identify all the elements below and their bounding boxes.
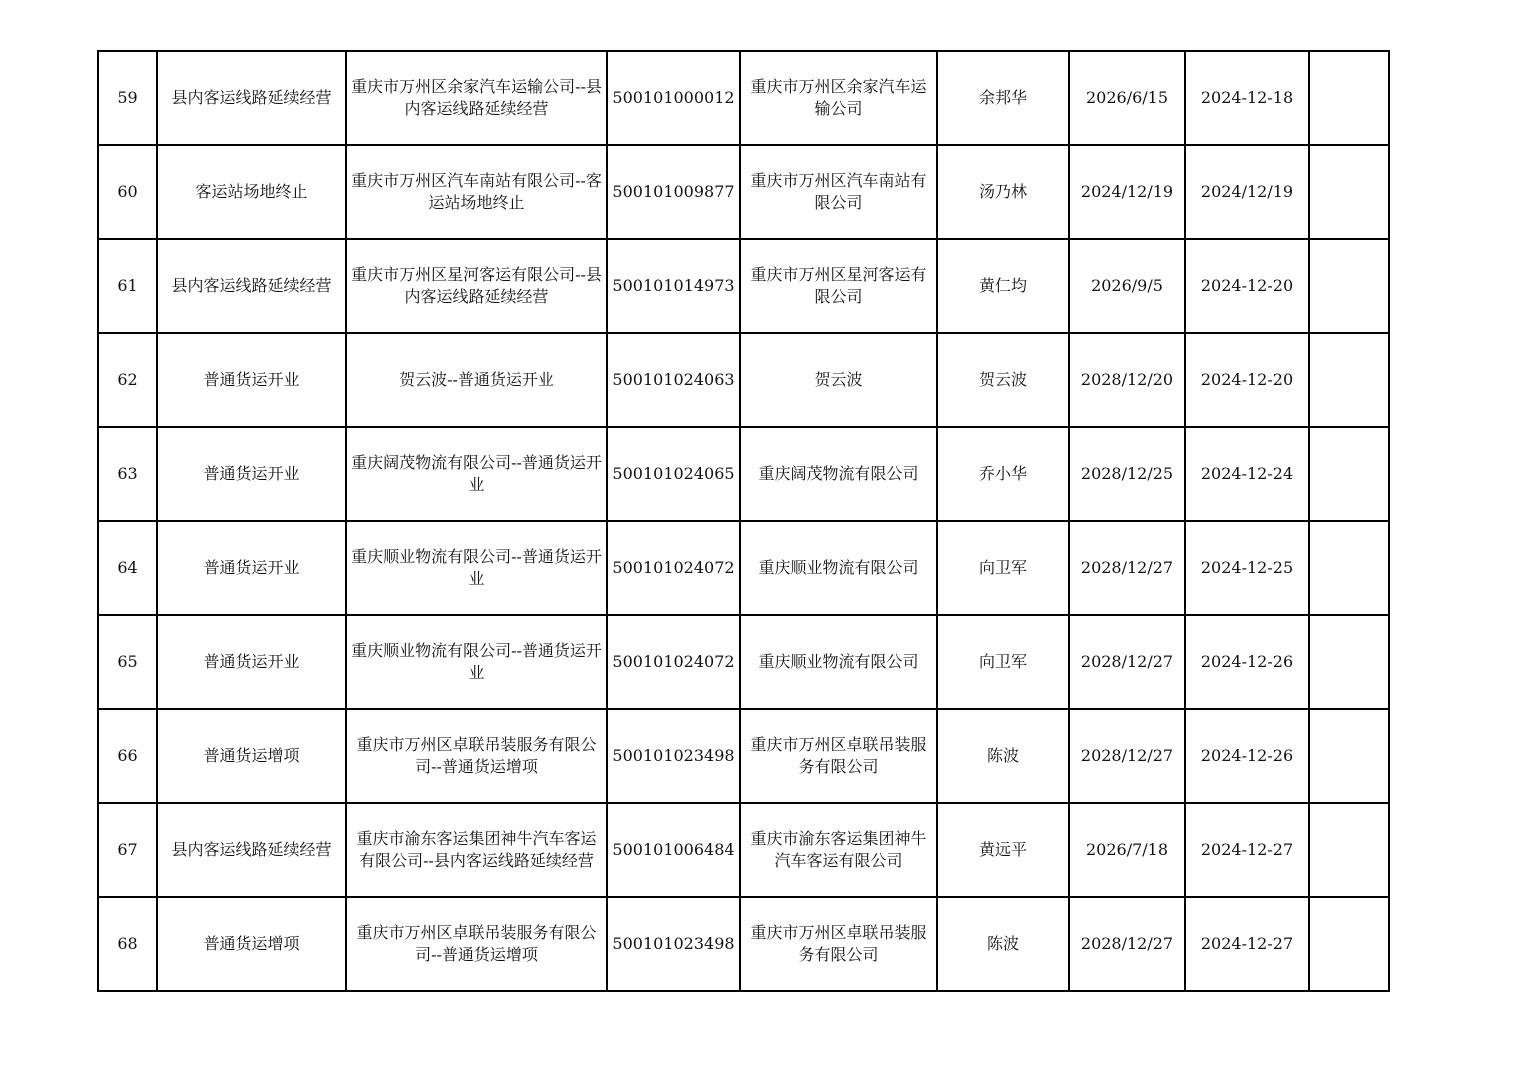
- permit-code-cell: 500101006484: [607, 803, 740, 897]
- remarks-cell: [1309, 239, 1389, 333]
- legal-representative-cell: 乔小华: [937, 427, 1069, 521]
- permit-code-cell: 500101014973: [607, 239, 740, 333]
- row-number-cell: 62: [98, 333, 157, 427]
- permit-name-cell: 重庆市万州区卓联吊装服务有限公司--普通货运增项: [346, 709, 607, 803]
- permit-item-cell: 普通货运开业: [157, 427, 346, 521]
- table-row: [98, 615, 1389, 709]
- permit-name-cell: 重庆市万州区卓联吊装服务有限公司--普通货运增项: [346, 897, 607, 991]
- permit-code-cell: 500101009877: [607, 145, 740, 239]
- table-row: [98, 709, 1389, 803]
- table-row: [98, 51, 1389, 145]
- decision-date-cell: 2024-12-26: [1185, 615, 1309, 709]
- remarks-cell: [1309, 427, 1389, 521]
- remarks-cell: [1309, 615, 1389, 709]
- permit-code-cell: 500101024072: [607, 521, 740, 615]
- licensee-unit-cell: 重庆市万州区余家汽车运输公司: [740, 51, 937, 145]
- row-number-cell: 63: [98, 427, 157, 521]
- valid-until-cell: 2024/12/19: [1069, 145, 1185, 239]
- licensee-unit-cell: 重庆顺业物流有限公司: [740, 615, 937, 709]
- licensee-unit-cell: 重庆阔茂物流有限公司: [740, 427, 937, 521]
- licensee-unit-cell: 重庆市万州区卓联吊装服务有限公司: [740, 709, 937, 803]
- legal-representative-cell: 向卫军: [937, 521, 1069, 615]
- permit-name-cell: 贺云波--普通货运开业: [346, 333, 607, 427]
- valid-until-cell: 2028/12/27: [1069, 615, 1185, 709]
- decision-date-cell: 2024-12-18: [1185, 51, 1309, 145]
- licensee-unit-cell: 重庆市万州区卓联吊装服务有限公司: [740, 897, 937, 991]
- remarks-cell: [1309, 145, 1389, 239]
- table-row: [98, 145, 1389, 239]
- legal-representative-cell: 陈波: [937, 709, 1069, 803]
- permit-table-body: [98, 51, 1389, 991]
- row-number-cell: 59: [98, 51, 157, 145]
- table-row: [98, 333, 1389, 427]
- decision-date-cell: 2024-12-25: [1185, 521, 1309, 615]
- valid-until-cell: 2026/6/15: [1069, 51, 1185, 145]
- permit-code-cell: 500101024065: [607, 427, 740, 521]
- table-row: [98, 897, 1389, 991]
- permit-code-cell: 500101024072: [607, 615, 740, 709]
- legal-representative-cell: 陈波: [937, 897, 1069, 991]
- permit-name-cell: 重庆市万州区汽车南站有限公司--客运站场地终止: [346, 145, 607, 239]
- table-row: [98, 427, 1389, 521]
- decision-date-cell: 2024-12-20: [1185, 239, 1309, 333]
- permit-item-cell: 普通货运开业: [157, 615, 346, 709]
- row-number-cell: 64: [98, 521, 157, 615]
- licensee-unit-cell: 重庆市渝东客运集团神牛汽车客运有限公司: [740, 803, 937, 897]
- permit-table: [97, 50, 1390, 992]
- valid-until-cell: 2028/12/27: [1069, 897, 1185, 991]
- permit-name-cell: 重庆顺业物流有限公司--普通货运开业: [346, 615, 607, 709]
- legal-representative-cell: 余邦华: [937, 51, 1069, 145]
- legal-representative-cell: 黄远平: [937, 803, 1069, 897]
- licensee-unit-cell: 贺云波: [740, 333, 937, 427]
- permit-name-cell: 重庆市万州区余家汽车运输公司--县内客运线路延续经营: [346, 51, 607, 145]
- valid-until-cell: 2028/12/27: [1069, 521, 1185, 615]
- remarks-cell: [1309, 897, 1389, 991]
- decision-date-cell: 2024-12-20: [1185, 333, 1309, 427]
- remarks-cell: [1309, 709, 1389, 803]
- permit-code-cell: 500101023498: [607, 897, 740, 991]
- row-number-cell: 67: [98, 803, 157, 897]
- table-row: [98, 803, 1389, 897]
- table-row: [98, 521, 1389, 615]
- licensee-unit-cell: 重庆顺业物流有限公司: [740, 521, 937, 615]
- row-number-cell: 61: [98, 239, 157, 333]
- permit-item-cell: 普通货运开业: [157, 333, 346, 427]
- row-number-cell: 66: [98, 709, 157, 803]
- decision-date-cell: 2024-12-27: [1185, 803, 1309, 897]
- permit-item-cell: 普通货运增项: [157, 709, 346, 803]
- permit-name-cell: 重庆顺业物流有限公司--普通货运开业: [346, 521, 607, 615]
- valid-until-cell: 2026/7/18: [1069, 803, 1185, 897]
- row-number-cell: 68: [98, 897, 157, 991]
- decision-date-cell: 2024-12-24: [1185, 427, 1309, 521]
- legal-representative-cell: 贺云波: [937, 333, 1069, 427]
- valid-until-cell: 2028/12/20: [1069, 333, 1185, 427]
- permit-code-cell: 500101000012: [607, 51, 740, 145]
- permit-name-cell: 重庆市万州区星河客运有限公司--县内客运线路延续经营: [346, 239, 607, 333]
- legal-representative-cell: 汤乃林: [937, 145, 1069, 239]
- permit-item-cell: 普通货运增项: [157, 897, 346, 991]
- permit-name-cell: 重庆阔茂物流有限公司--普通货运开业: [346, 427, 607, 521]
- licensee-unit-cell: 重庆市万州区星河客运有限公司: [740, 239, 937, 333]
- row-number-cell: 65: [98, 615, 157, 709]
- permit-item-cell: 县内客运线路延续经营: [157, 239, 346, 333]
- remarks-cell: [1309, 803, 1389, 897]
- valid-until-cell: 2028/12/27: [1069, 709, 1185, 803]
- permit-item-cell: 客运站场地终止: [157, 145, 346, 239]
- decision-date-cell: 2024-12-27: [1185, 897, 1309, 991]
- decision-date-cell: 2024/12/19: [1185, 145, 1309, 239]
- remarks-cell: [1309, 521, 1389, 615]
- licensee-unit-cell: 重庆市万州区汽车南站有限公司: [740, 145, 937, 239]
- permit-item-cell: 县内客运线路延续经营: [157, 51, 346, 145]
- permit-item-cell: 县内客运线路延续经营: [157, 803, 346, 897]
- remarks-cell: [1309, 333, 1389, 427]
- legal-representative-cell: 向卫军: [937, 615, 1069, 709]
- permit-name-cell: 重庆市渝东客运集团神牛汽车客运有限公司--县内客运线路延续经营: [346, 803, 607, 897]
- permit-code-cell: 500101024063: [607, 333, 740, 427]
- permit-item-cell: 普通货运开业: [157, 521, 346, 615]
- legal-representative-cell: 黄仁均: [937, 239, 1069, 333]
- remarks-cell: [1309, 51, 1389, 145]
- table-row: [98, 239, 1389, 333]
- valid-until-cell: 2026/9/5: [1069, 239, 1185, 333]
- valid-until-cell: 2028/12/25: [1069, 427, 1185, 521]
- row-number-cell: 60: [98, 145, 157, 239]
- decision-date-cell: 2024-12-26: [1185, 709, 1309, 803]
- permit-code-cell: 500101023498: [607, 709, 740, 803]
